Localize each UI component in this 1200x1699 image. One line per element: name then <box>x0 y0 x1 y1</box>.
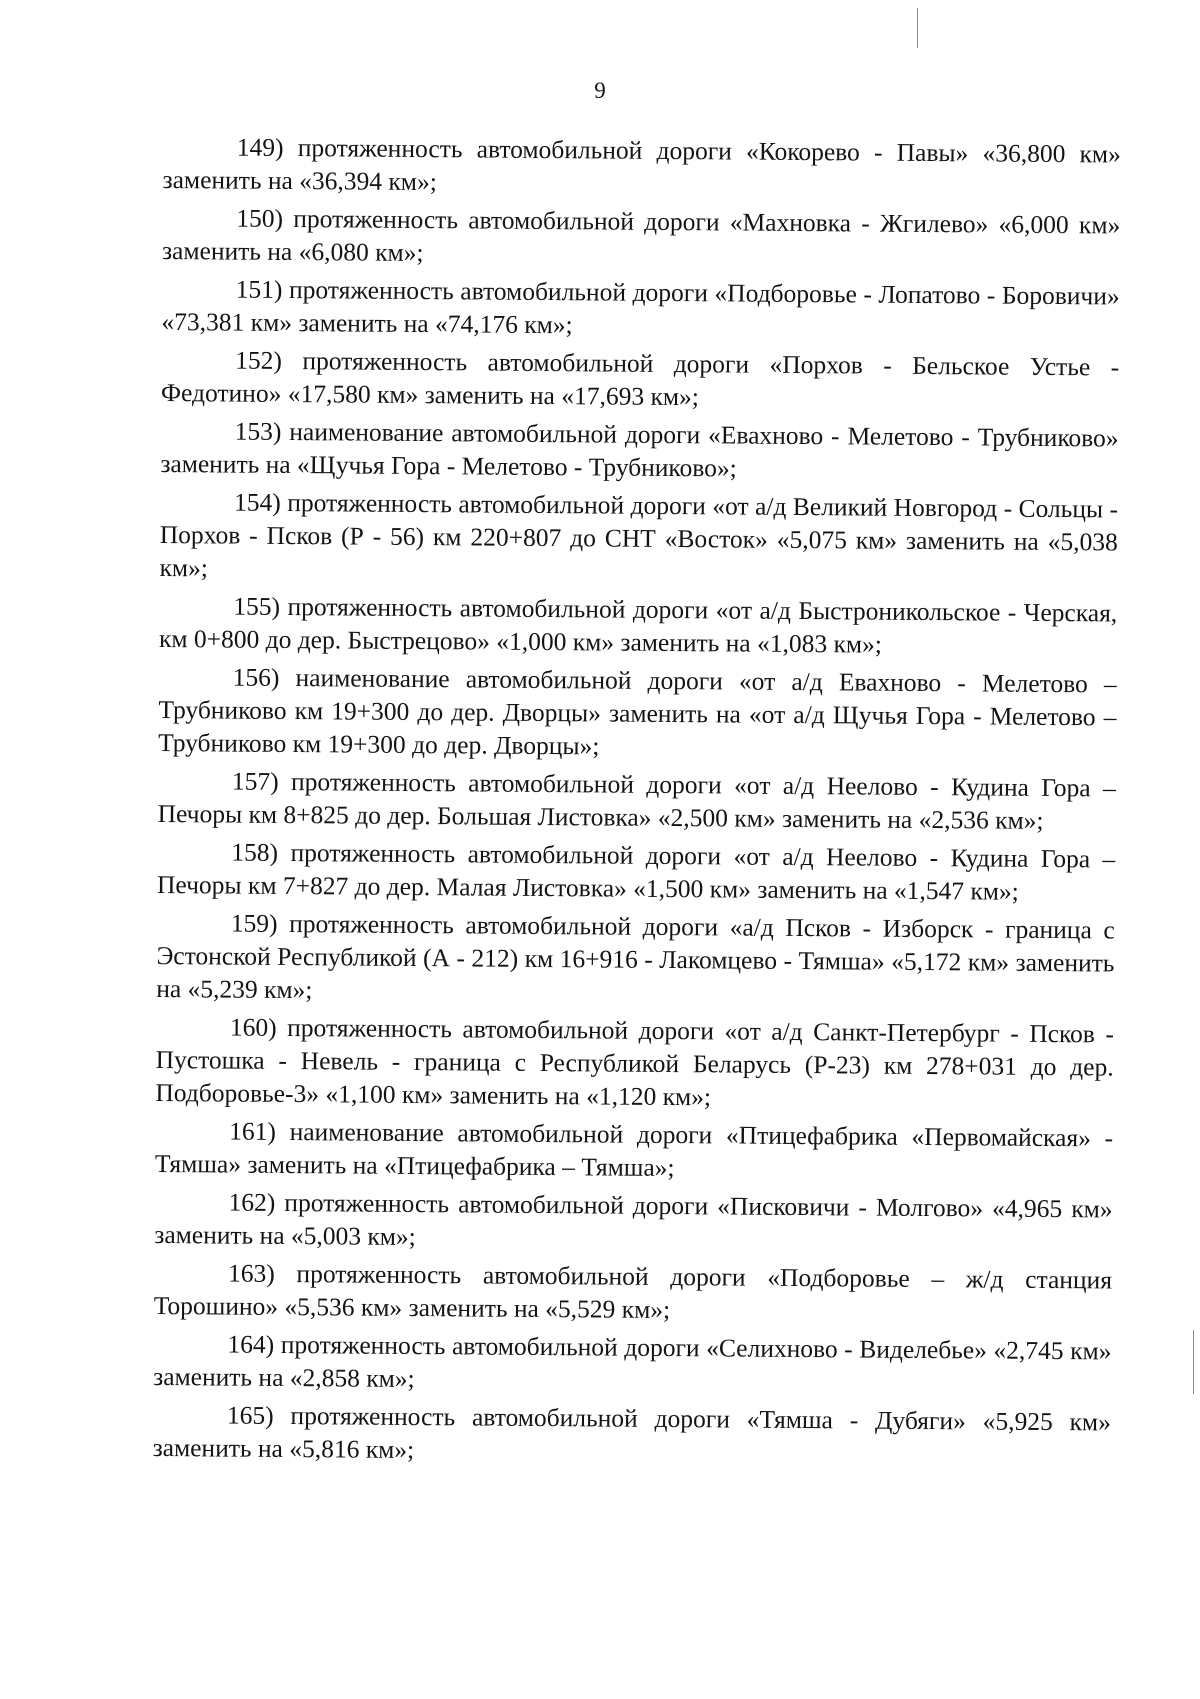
page-number: 9 <box>594 78 606 103</box>
item-number: 151) <box>235 274 283 304</box>
list-item <box>154 1256 1112 1330</box>
item-text: протяженность автомобильной дороги «Селихново - Виделебье» «2,745 км» заменить на «2,858 км»; <box>153 1329 1112 1394</box>
list-item <box>162 130 1120 204</box>
item-text: наименование автомобильной дороги «от а/д Евахново - Мелетово – Трубниково км 19+300 до дер. Дворцы» заменить на «от а/д Щучья Гора - Мелетово – Трубниково км 19+300 до дер. Дворцы»; <box>158 663 1117 761</box>
list-item <box>155 1114 1113 1188</box>
item-number: 157) <box>231 766 279 796</box>
item-text: протяженность автомобильной дороги «от а/д Неелово - Кудина Гора – Печоры км 7+827 до дер. Малая Листовка» «1,500 км» заменить на «1,547 км»; <box>156 838 1116 906</box>
item-number: 154) <box>233 487 281 517</box>
item-number: 159) <box>230 908 278 938</box>
item-text: протяженность автомобильной дороги «Махновка - Жгилево» «6,000 км» заменить на «6,080 км»; <box>161 204 1121 268</box>
item-text: протяженность автомобильной дороги «Порхов - Бельское Устье - Федотино» «17,580 км» заменить на «17,693 км»; <box>160 346 1120 412</box>
item-text: протяженность автомобильной дороги «Подборовье – ж/д станция Торошино» «5,536 км» заменить на «5,529 км»; <box>153 1259 1113 1325</box>
item-text: протяженность автомобильной дороги «от а/д Неелово - Кудина Гора – Печоры км 8+825 до дер. Большая Листовка» «2,500 км» заменить на «2,536 км»; <box>157 767 1116 835</box>
list-item <box>154 1185 1112 1259</box>
list-item <box>155 1010 1114 1117</box>
list-item <box>162 201 1120 275</box>
item-number: 161) <box>229 1116 277 1146</box>
item-number: 165) <box>226 1400 274 1430</box>
item-text: протяженность автомобильной дороги «Писковичи - Молгово» «4,965 км» заменить на «5,003 км»; <box>154 1187 1113 1252</box>
list-item <box>153 1327 1111 1401</box>
item-text: протяженность автомобильной дороги «от а/д Великий Новгород - Сольцы - Порхов - Псков (Р - 56) км 220+807 до СНТ «Восток» «5,075 км» заменить на «5,038 км»; <box>159 487 1119 583</box>
item-number: 153) <box>234 416 282 446</box>
list-item <box>156 906 1115 1013</box>
item-text: наименование автомобильной дороги «Птицефабрика «Первомайская» - Тямша» заменить на «Птицефабрика – Тямша»; <box>154 1117 1114 1183</box>
list-item <box>159 485 1118 592</box>
item-number: 164) <box>227 1329 275 1359</box>
list-item <box>159 589 1117 663</box>
list-item <box>153 1398 1111 1472</box>
list-item <box>161 272 1119 346</box>
item-text: протяженность автомобильной дороги «от а/д Быстроникольское - Черская, км 0+800 до дер. Быстрецово» «1,000 км» заменить на «1,083 км»; <box>158 591 1118 659</box>
item-number: 160) <box>229 1012 277 1042</box>
document-body <box>152 130 1120 1476</box>
list-item <box>160 414 1118 488</box>
item-number: 152) <box>235 345 283 375</box>
item-text: протяженность автомобильной дороги «а/д Псков - Изборск - граница с Эстонской Республикой (А - 212) км 16+916 - Лакомцево - Тямша» «5,172 км» заменить на «5,239 км»; <box>156 909 1115 1005</box>
item-number: 150) <box>236 203 284 233</box>
list-item <box>158 764 1116 838</box>
list-item <box>161 343 1119 417</box>
item-number: 158) <box>231 837 279 867</box>
item-text: протяженность автомобильной дороги «от а/д Санкт-Петербург - Псков - Пустошка - Невель - граница с Республикой Беларусь (Р-23) км 278+031 до дер. Подборовье-3» «1,100 км» заменить на «1,120 км»; <box>155 1013 1115 1112</box>
item-number: 163) <box>227 1258 275 1288</box>
scan-artifact-line <box>917 8 918 48</box>
item-text: протяженность автомобильной дороги «Тямша - Дубяги» «5,925 км» заменить на «5,816 км»; <box>152 1401 1112 1465</box>
item-number: 162) <box>228 1187 276 1217</box>
item-text: протяженность автомобильной дороги «Подборовье - Лопатово - Боровичи» «73,381 км» заменить на «74,176 км»; <box>161 274 1120 340</box>
item-text: протяженность автомобильной дороги «Кокорево - Павы» «36,800 км» заменить на «36,394 км»; <box>162 133 1121 197</box>
item-number: 149) <box>236 132 284 162</box>
list-item <box>158 660 1117 767</box>
list-item <box>157 835 1115 909</box>
item-text: наименование автомобильной дороги «Евахново - Мелетово - Трубниково» заменить на «Щучья Гора - Мелетово - Трубниково»; <box>160 417 1119 483</box>
item-number: 156) <box>232 662 280 692</box>
scan-artifact-line <box>1193 1330 1194 1394</box>
item-number: 155) <box>233 591 281 621</box>
